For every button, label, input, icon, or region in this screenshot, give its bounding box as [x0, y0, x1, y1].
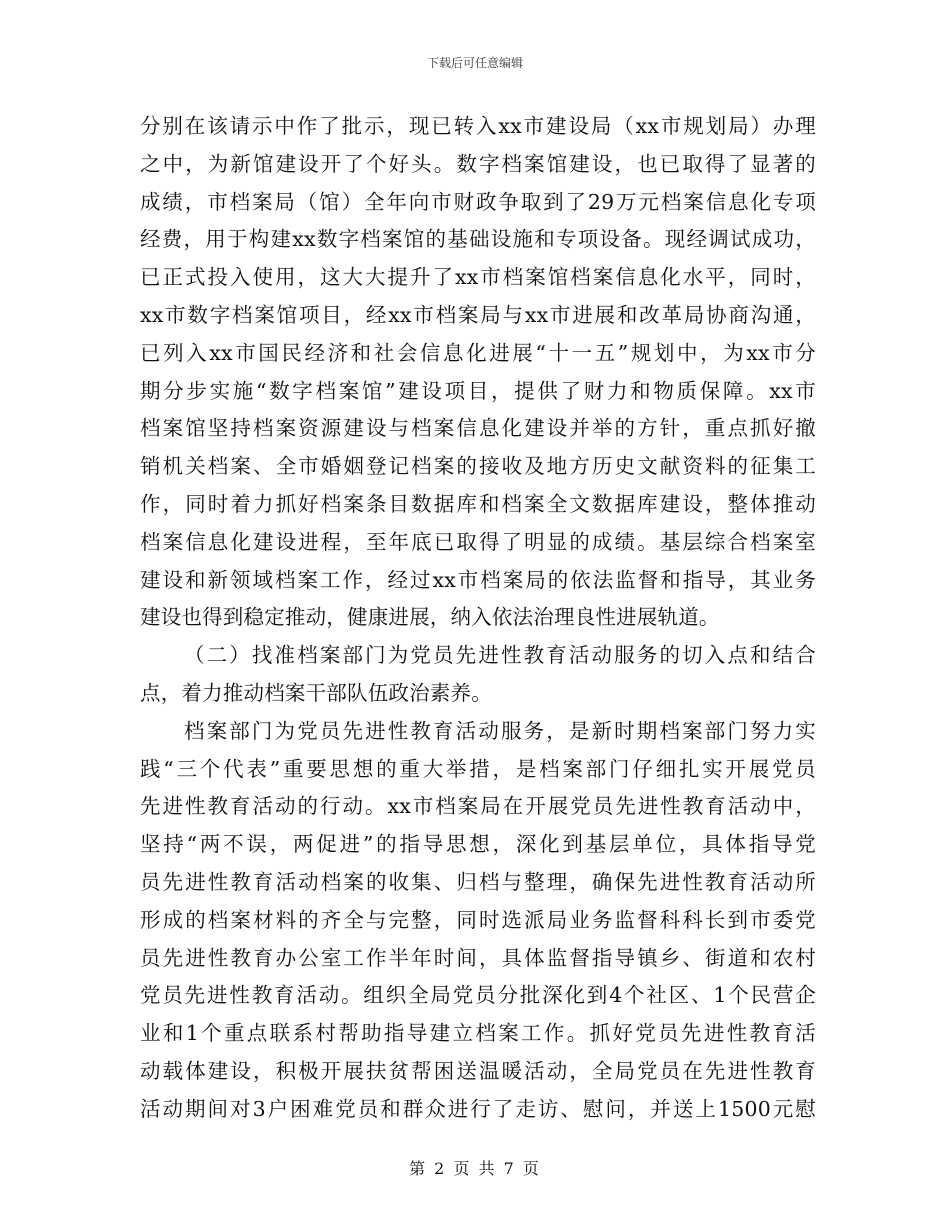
- text-line: 员先进性教育办公室工作半年时间，具体监督指导镇乡、街道和农村: [140, 945, 816, 970]
- text-line: 经费，用于构建xx数字档案馆的基础设施和专项设备。现经调试成功，: [140, 227, 816, 252]
- text-line: 业和1个重点联系村帮助指导建立档案工作。抓好党员先进性教育活: [140, 1021, 816, 1046]
- text-line: 成绩，市档案局（馆）全年向市财政争取到了29万元档案信息化专项: [140, 189, 816, 214]
- text-line: 作，同时着力抓好档案条目数据库和档案全文数据库建设，整体推动: [140, 491, 816, 516]
- page-number: 第 2 页 共 7 页: [409, 1159, 541, 1178]
- text-line: 建设和新领域档案工作，经过xx市档案局的依法监督和指导，其业务: [140, 567, 816, 592]
- text-line: 已正式投入使用，这大大提升了xx市档案馆档案信息化水平，同时，: [140, 265, 816, 290]
- text-line: 期分步实施“数字档案馆”建设项目，提供了财力和物质保障。xx市: [140, 378, 816, 403]
- text-line: （二）找准档案部门为党员先进性教育活动服务的切入点和结合: [184, 643, 816, 668]
- text-line: 已列入xx市国民经济和社会信息化进展“十一五”规划中，为xx市分: [140, 340, 816, 365]
- text-line: 先进性教育活动的行动。xx市档案局在开展党员先进性教育活动中，: [140, 794, 816, 819]
- text-line: 档案信息化建设进程，至年底已取得了明显的成绩。基层综合档案室: [140, 529, 816, 554]
- text-line: 践“三个代表”重要思想的重大举措，是档案部门仔细扎实开展党员: [140, 756, 816, 781]
- text-line: xx市数字档案馆项目，经xx市档案局与xx市进展和改革局协商沟通，: [140, 302, 816, 327]
- text-line: 建设也得到稳定推动，健康进展，纳入依法治理良性进展轨道。: [140, 605, 720, 630]
- text-line: 点，着力推动档案干部队伍政治素养。: [140, 680, 492, 705]
- page-header-note: 下载后可任意编辑: [426, 56, 523, 70]
- text-line: 坚持“两不误，两促进”的指导思想，深化到基层单位，具体指导党: [140, 832, 816, 857]
- text-line: 档案馆坚持档案资源建设与档案信息化建设并举的方针，重点抓好撤: [140, 416, 816, 441]
- text-line: 活动期间对3户困难党员和群众进行了走访、慰问，并送上1500元慰: [140, 1096, 816, 1121]
- text-line: 形成的档案材料的齐全与完整，同时选派局业务监督科科长到市委党: [140, 907, 816, 932]
- text-line: 档案部门为党员先进性教育活动服务，是新时期档案部门努力实: [184, 718, 816, 743]
- text-line: 分别在该请示中作了批示，现已转入xx市建设局（xx市规划局）办理: [140, 114, 816, 138]
- text-line: 之中，为新馆建设开了个好头。数字档案馆建设，也已取得了显著的: [140, 151, 816, 176]
- text-line: 销机关档案、全市婚姻登记档案的接收及地方历史文献资料的征集工: [140, 454, 816, 479]
- text-line: 员先进性教育活动档案的收集、归档与整理，确保先进性教育活动所: [140, 869, 816, 894]
- document-body: [140, 108, 816, 1129]
- text-line: 动载体建设，积极开展扶贫帮困送温暖活动，全局党员在先进性教育: [140, 1058, 816, 1083]
- text-line: 党员先进性教育活动。组织全局党员分批深化到4个社区、1个民营企: [140, 983, 816, 1008]
